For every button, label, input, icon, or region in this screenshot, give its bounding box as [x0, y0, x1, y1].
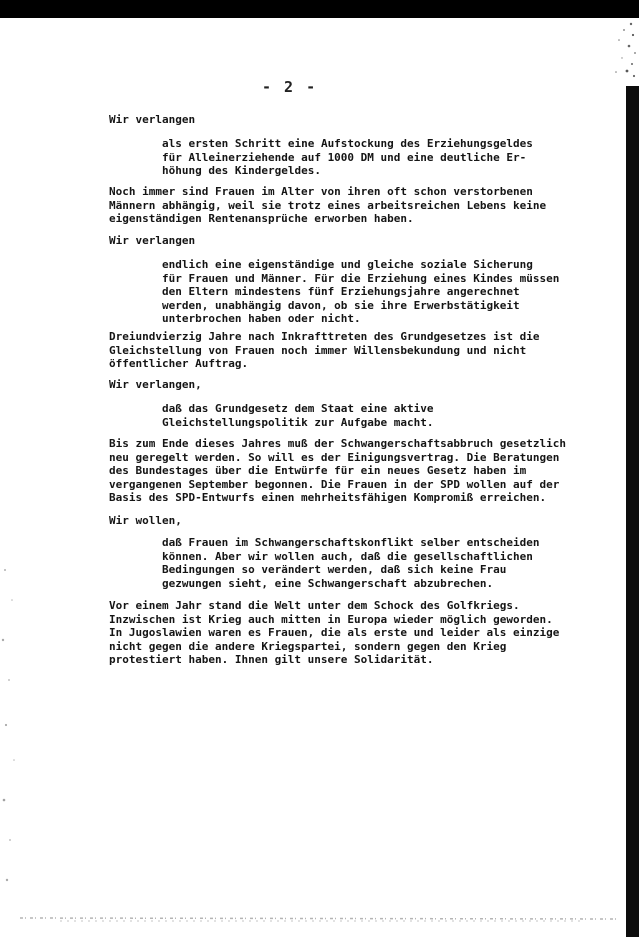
scan-speckle-noise — [591, 20, 637, 80]
paragraph-wir-wollen: Wir wollen, — [109, 514, 182, 527]
paragraph-gleichstellung: daß das Grundgesetz dem Staat eine aktive Gleichstellungspolitik zur Aufgabe macht. — [162, 402, 434, 429]
paragraph-erziehungsgeld: als ersten Schritt eine Aufstockung des Erziehungsgeldes für Alleinerziehende auf 1000 DM und eine deutliche Er- höhung des Kindergeldes. — [162, 137, 533, 177]
paragraph-schwangerschaftsabbruch: Bis zum Ende dieses Jahres muß der Schwangerschaftsabbruch gesetzlich neu geregelt werden. So will es der Einigungsvertrag. Die Beratungen des Bundestages über die Entwürfe für ein neues Gesetz haben im vergangenen September begonnen. Die Frauen in der SPD wollen auf der Basis des SPD-Entwurfs einen mehrheitsfähigen Kompromiß erreichen. — [109, 437, 566, 504]
paragraph-wir-verlangen-3: Wir verlangen, — [109, 378, 202, 391]
scan-bottom-edge-noise — [20, 912, 620, 924]
scan-right-edge — [626, 86, 639, 937]
scan-top-border — [0, 0, 639, 18]
page-number: - 2 - — [262, 78, 318, 96]
paragraph-wir-verlangen-2: Wir verlangen — [109, 234, 196, 247]
paragraph-golfkrieg: Vor einem Jahr stand die Welt unter dem Schock des Golfkriegs. Inzwischen ist Krieg auch mitten in Europa wieder möglich geworden. In Jugoslawien waren es Frauen, die als erste und leider als einzige nicht gegen die andere Kriegspartei, sondern gegen den Krieg protestiert haben. Ihnen gilt unsere Solidarität. — [109, 599, 560, 666]
paragraph-grundgesetz: Dreiundvierzig Jahre nach Inkrafttreten des Grundgesetzes ist die Gleichstellung von Frauen noch immer Willensbekundung und nicht öffentlicher Auftrag. — [109, 330, 540, 370]
scan-left-margin-noise — [0, 560, 30, 910]
paragraph-renten: Noch immer sind Frauen im Alter von ihren oft schon verstorbenen Männern abhängig, weil sie trotz eines arbeitsreichen Lebens keine eigenständigen Rentenansprüche erworben haben. — [109, 185, 547, 225]
paragraph-wir-verlangen-1: Wir verlangen — [109, 113, 196, 126]
paragraph-schwangerschaftskonflikt: daß Frauen im Schwangerschaftskonflikt selber entscheiden können. Aber wir wollen auch, daß die gesellschaftlichen Bedingungen so verändert werden, daß sich keine Frau gezwungen sieht, eine Schwangerschaft abzubrechen. — [162, 536, 540, 590]
paragraph-soziale-sicherung: endlich eine eigenständige und gleiche soziale Sicherung für Frauen und Männer. Für die Erziehung eines Kindes müssen den Eltern mindestens fünf Erziehungsjahre angerechnet werden, unabhängig davon, ob sie ihre Erwerbstätigkeit unterbrochen haben oder nicht. — [162, 258, 560, 325]
